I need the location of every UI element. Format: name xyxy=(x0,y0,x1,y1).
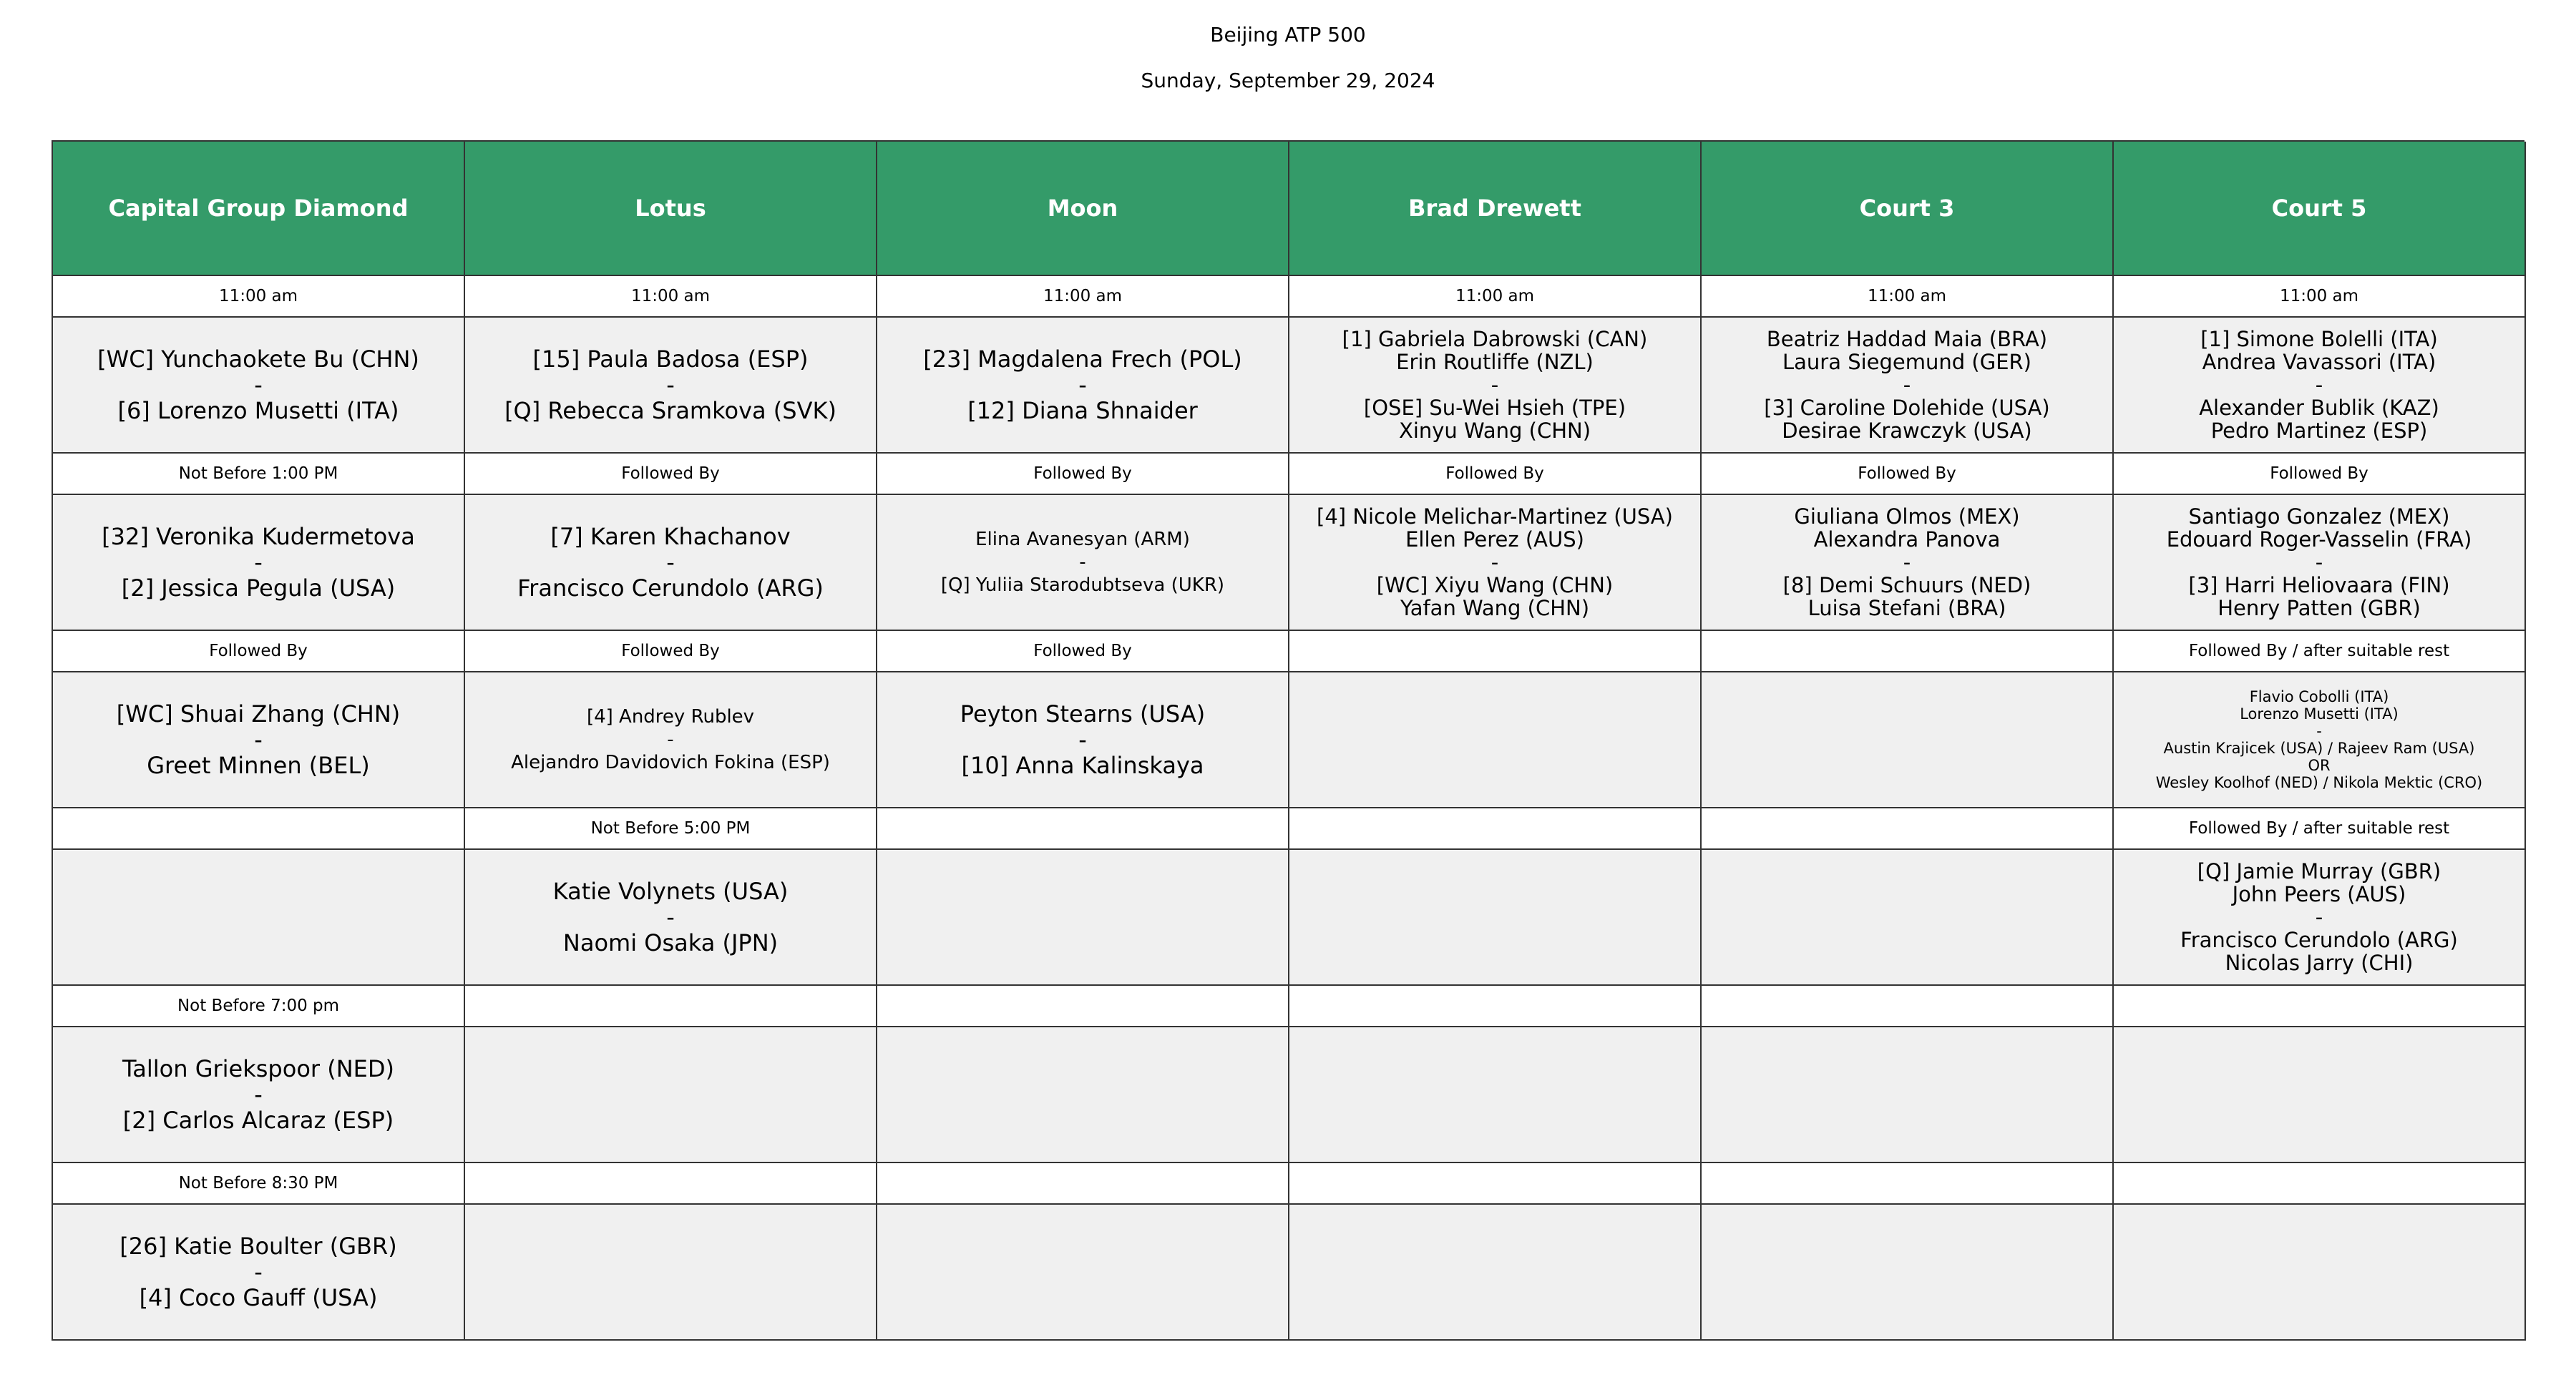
slot-label xyxy=(1289,631,1702,672)
player-name: [32] Veronika Kudermetova xyxy=(102,523,415,550)
player-name: [3] Harri Heliovaara (FIN) xyxy=(2188,573,2450,597)
slot-label xyxy=(53,808,465,850)
player-name: Lorenzo Musetti (ITA) xyxy=(2240,705,2399,723)
versus-separator: - xyxy=(254,1081,263,1108)
slot-label: Not Before 1:00 PM xyxy=(53,454,465,495)
player-name: Ellen Perez (AUS) xyxy=(1405,527,1584,552)
slot-label xyxy=(1289,808,1702,850)
court-header-lotus: Lotus xyxy=(465,142,877,276)
match-cell xyxy=(53,1027,465,1163)
player-name: Naomi Osaka (JPN) xyxy=(562,929,779,956)
versus-separator: - xyxy=(254,726,263,753)
player-name: [26] Katie Boulter (GBR) xyxy=(119,1233,397,1260)
player-name: Laura Siegemund (GER) xyxy=(1782,350,2031,374)
slot-label: Not Before 8:30 PM xyxy=(53,1163,465,1205)
slot-label xyxy=(465,986,877,1027)
slot-label: 11:00 am xyxy=(2114,276,2526,318)
match-cell xyxy=(53,1205,465,1341)
slot-label: 11:00 am xyxy=(877,276,1289,318)
player-name: Tallon Griekspoor (NED) xyxy=(122,1055,394,1082)
slot-label xyxy=(1702,986,2114,1027)
player-name: Alexander Bublik (KAZ) xyxy=(2199,396,2439,420)
slot-label: Followed By / after suitable rest xyxy=(2114,808,2526,850)
match-cell xyxy=(877,318,1289,454)
player-name: [15] Paula Badosa (ESP) xyxy=(532,346,809,373)
player-name: [12] Diana Shnaider xyxy=(967,397,1198,424)
player-name: Nicolas Jarry (CHI) xyxy=(2225,951,2414,975)
match-cell xyxy=(877,495,1289,631)
tournament-title: Beijing ATP 500 xyxy=(1210,23,1366,46)
player-name: [8] Demi Schuurs (NED) xyxy=(1782,573,2031,597)
slot-label xyxy=(2114,1163,2526,1205)
player-name: Austin Krajicek (USA) / Rajeev Ram (USA) xyxy=(2163,740,2475,757)
player-name: Peyton Stearns (USA) xyxy=(960,700,1206,728)
versus-separator: - xyxy=(2315,905,2323,929)
match-cell xyxy=(465,495,877,631)
slot-label: Followed By xyxy=(2114,454,2526,495)
slot-label: Followed By xyxy=(1702,454,2114,495)
slot-label xyxy=(1702,631,2114,672)
court-header-brad-drewett: Brad Drewett xyxy=(1289,142,1702,276)
slot-label: 11:00 am xyxy=(53,276,465,318)
empty-match-cell xyxy=(877,850,1289,986)
player-name: Alexandra Panova xyxy=(1813,527,2001,552)
slot-label: Followed By xyxy=(53,631,465,672)
player-name: Santiago Gonzalez (MEX) xyxy=(2188,504,2450,529)
player-name: Henry Patten (GBR) xyxy=(2218,596,2421,620)
court-header-court-3: Court 3 xyxy=(1702,142,2114,276)
slot-label xyxy=(2114,986,2526,1027)
versus-separator: - xyxy=(2315,550,2323,574)
empty-match-cell xyxy=(465,1205,877,1341)
player-name: [WC] Shuai Zhang (CHN) xyxy=(116,700,401,728)
match-cell xyxy=(53,495,465,631)
player-name: [2] Jessica Pegula (USA) xyxy=(121,574,396,602)
player-name: Alejandro Davidovich Fokina (ESP) xyxy=(511,752,830,773)
player-name: [4] Nicole Melichar-Martinez (USA) xyxy=(1317,504,1673,529)
versus-separator: - xyxy=(1078,726,1087,753)
schedule-date: Sunday, September 29, 2024 xyxy=(1141,69,1435,92)
empty-match-cell xyxy=(1289,1027,1702,1163)
versus-separator: - xyxy=(1491,550,1499,574)
empty-match-cell xyxy=(877,1027,1289,1163)
player-name: [WC] Xiyu Wang (CHN) xyxy=(1376,573,1614,597)
slot-label: Followed By xyxy=(877,454,1289,495)
player-name: [Q] Jamie Murray (GBR) xyxy=(2197,859,2441,884)
player-name: Greet Minnen (BEL) xyxy=(147,752,370,779)
slot-label: Followed By xyxy=(877,631,1289,672)
player-name: [OSE] Su-Wei Hsieh (TPE) xyxy=(1363,396,1626,420)
slot-label: Not Before 7:00 pm xyxy=(53,986,465,1027)
match-cell xyxy=(2114,495,2526,631)
player-name: Flavio Cobolli (ITA) xyxy=(2249,688,2389,705)
match-cell xyxy=(1289,495,1702,631)
match-cell xyxy=(1289,318,1702,454)
player-name: [1] Simone Bolelli (ITA) xyxy=(2200,327,2438,351)
order-of-play-table xyxy=(52,140,2524,1341)
player-name: Giuliana Olmos (MEX) xyxy=(1794,504,2020,529)
slot-label: Followed By xyxy=(465,631,877,672)
player-name: Luisa Stefani (BRA) xyxy=(1807,596,2006,620)
player-name: [23] Magdalena Frech (POL) xyxy=(923,346,1242,373)
slot-label xyxy=(1289,986,1702,1027)
player-name: Erin Routliffe (NZL) xyxy=(1396,350,1594,374)
slot-label: 11:00 am xyxy=(1702,276,2114,318)
slot-label xyxy=(465,1163,877,1205)
empty-match-cell xyxy=(1289,672,1702,808)
player-name: [4] Andrey Rublev xyxy=(586,706,755,728)
empty-match-cell xyxy=(1702,1027,2114,1163)
match-cell xyxy=(2114,850,2526,986)
empty-match-cell xyxy=(1702,672,2114,808)
player-name: Edouard Roger-Vasselin (FRA) xyxy=(2166,527,2472,552)
versus-separator: - xyxy=(2316,723,2322,740)
versus-separator: - xyxy=(1491,373,1499,397)
court-header-capital-group-diamond: Capital Group Diamond xyxy=(53,142,465,276)
player-name: [3] Caroline Dolehide (USA) xyxy=(1764,396,2050,420)
slot-label: 11:00 am xyxy=(1289,276,1702,318)
slot-label: 11:00 am xyxy=(465,276,877,318)
player-name: [Q] Yuliia Starodubtseva (UKR) xyxy=(940,574,1225,596)
match-cell xyxy=(2114,672,2526,808)
versus-separator: - xyxy=(666,371,675,398)
match-cell xyxy=(1702,318,2114,454)
match-cell xyxy=(877,672,1289,808)
player-name: [WC] Yunchaokete Bu (CHN) xyxy=(97,346,419,373)
empty-match-cell xyxy=(1289,850,1702,986)
slot-label xyxy=(877,986,1289,1027)
slot-label: Followed By / after suitable rest xyxy=(2114,631,2526,672)
versus-separator: - xyxy=(254,1258,263,1286)
versus-separator: - xyxy=(666,904,675,931)
slot-label: Followed By xyxy=(465,454,877,495)
versus-separator: - xyxy=(1903,373,1911,397)
match-cell xyxy=(2114,318,2526,454)
slot-label xyxy=(1702,1163,2114,1205)
versus-separator: - xyxy=(667,729,674,750)
versus-separator: - xyxy=(254,549,263,576)
match-cell xyxy=(53,318,465,454)
player-name: Francisco Cerundolo (ARG) xyxy=(2180,928,2458,952)
player-name: [Q] Rebecca Sramkova (SVK) xyxy=(504,397,836,424)
slot-label xyxy=(1702,808,2114,850)
player-name: Wesley Koolhof (NED) / Nikola Mektic (CRO) xyxy=(2155,774,2483,791)
player-name: [7] Karen Khachanov xyxy=(550,523,791,550)
empty-match-cell xyxy=(1702,1205,2114,1341)
match-cell xyxy=(465,850,877,986)
empty-match-cell xyxy=(465,1027,877,1163)
player-name: [6] Lorenzo Musetti (ITA) xyxy=(117,397,399,424)
empty-match-cell xyxy=(877,1205,1289,1341)
empty-match-cell xyxy=(53,850,465,986)
slot-label xyxy=(877,1163,1289,1205)
player-name: Xinyu Wang (CHN) xyxy=(1398,418,1591,443)
empty-match-cell xyxy=(2114,1027,2526,1163)
slot-label xyxy=(1289,1163,1702,1205)
court-header-court-5: Court 5 xyxy=(2114,142,2526,276)
match-cell xyxy=(53,672,465,808)
player-name: [4] Coco Gauff (USA) xyxy=(139,1284,378,1311)
empty-match-cell xyxy=(2114,1205,2526,1341)
match-cell xyxy=(1702,495,2114,631)
player-name: [2] Carlos Alcaraz (ESP) xyxy=(122,1107,394,1134)
empty-match-cell xyxy=(1289,1205,1702,1341)
player-name: Andrea Vavassori (ITA) xyxy=(2202,350,2436,374)
match-cell xyxy=(465,318,877,454)
versus-separator: - xyxy=(1079,552,1086,573)
slot-label xyxy=(877,808,1289,850)
court-header-moon: Moon xyxy=(877,142,1289,276)
versus-separator: - xyxy=(2315,373,2323,397)
player-name: Beatriz Haddad Maia (BRA) xyxy=(1766,327,2048,351)
player-name: Yafan Wang (CHN) xyxy=(1400,596,1590,620)
match-cell xyxy=(465,672,877,808)
player-name: Pedro Martinez (ESP) xyxy=(2210,418,2428,443)
slot-label: Not Before 5:00 PM xyxy=(465,808,877,850)
slot-label: Followed By xyxy=(1289,454,1702,495)
empty-match-cell xyxy=(1702,850,2114,986)
versus-separator: - xyxy=(254,371,263,398)
player-name: Francisco Cerundolo (ARG) xyxy=(517,574,824,602)
versus-separator: - xyxy=(1903,550,1911,574)
versus-separator: - xyxy=(666,549,675,576)
player-name: Desirae Krawczyk (USA) xyxy=(1782,418,2032,443)
or-separator: OR xyxy=(2308,757,2331,774)
player-name: Elina Avanesyan (ARM) xyxy=(975,529,1190,550)
versus-separator: - xyxy=(1078,371,1087,398)
player-name: John Peers (AUS) xyxy=(2232,882,2406,906)
player-name: Katie Volynets (USA) xyxy=(552,878,789,905)
player-name: [1] Gabriela Dabrowski (CAN) xyxy=(1342,327,1648,351)
player-name: [10] Anna Kalinskaya xyxy=(961,752,1204,779)
